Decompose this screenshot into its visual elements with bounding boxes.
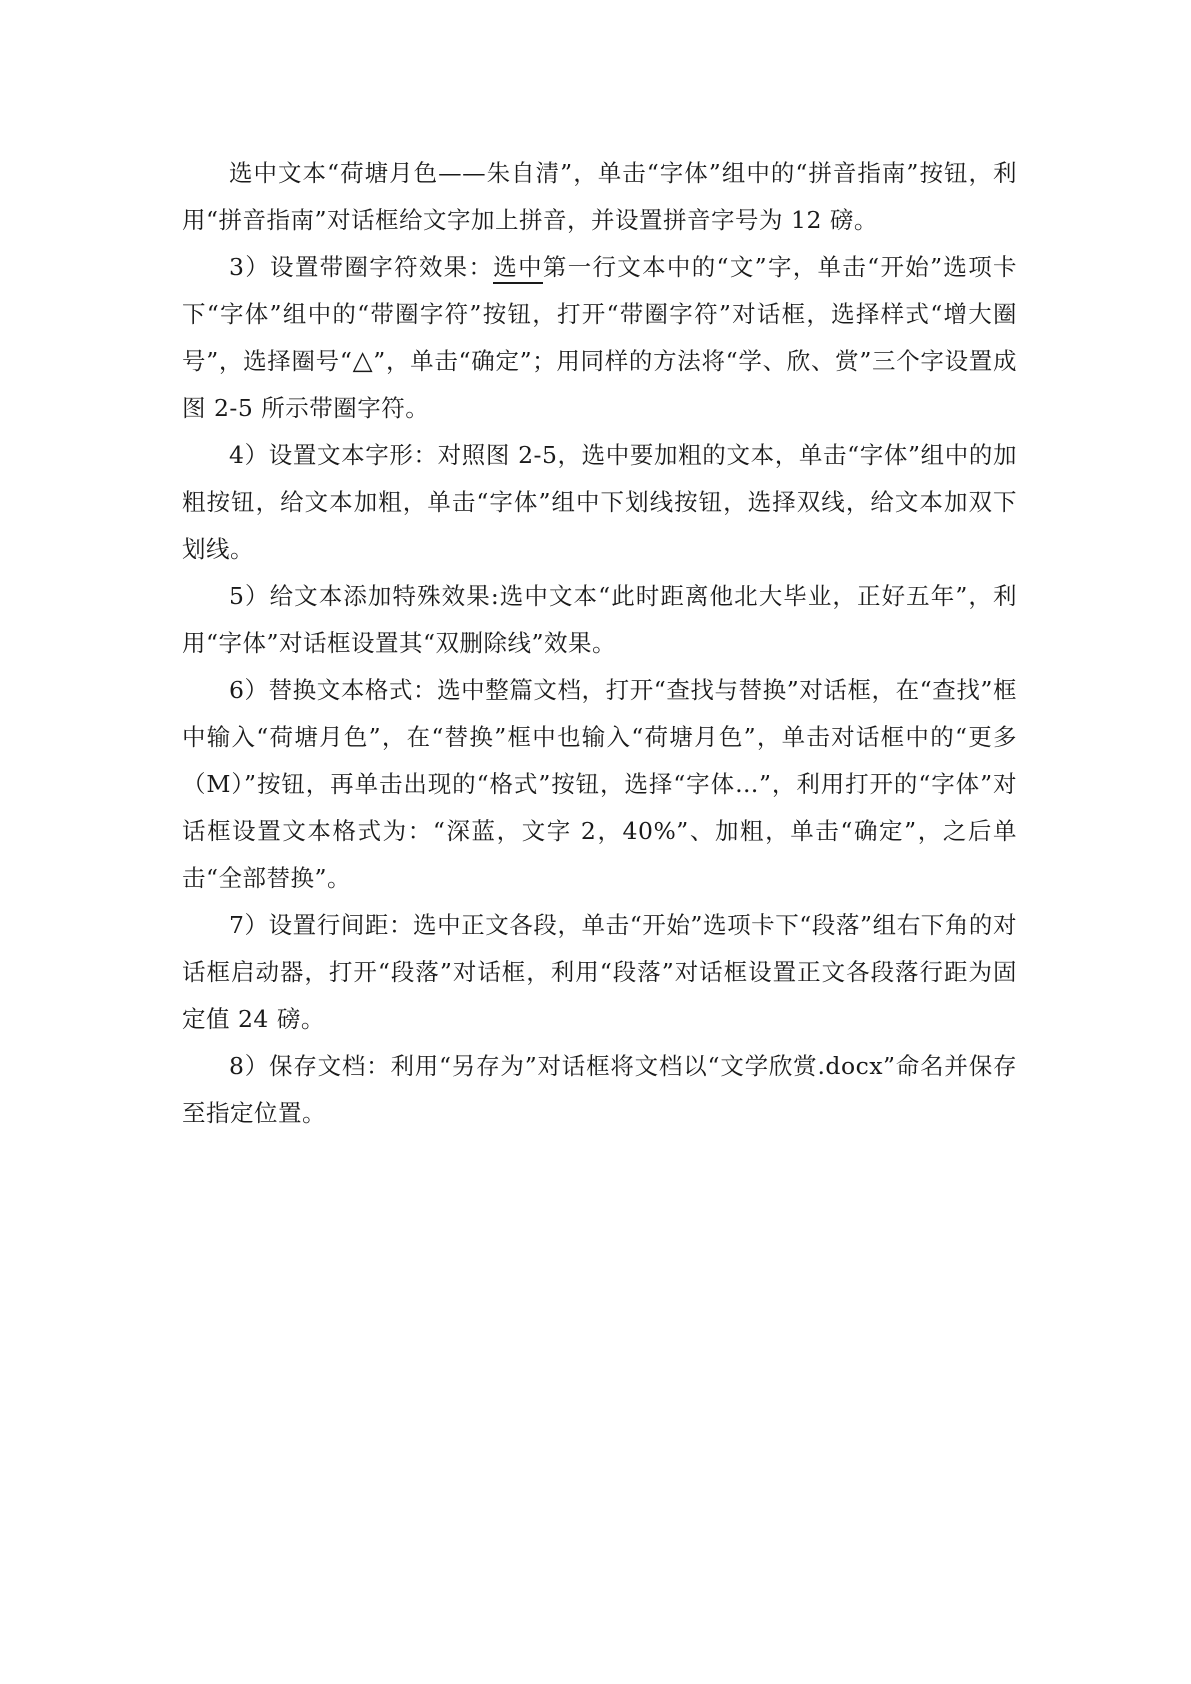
paragraph-step-4: 4）设置文本字形：对照图 2-5，选中要加粗的文本，单击“字体”组中的加粗按钮，给文本加粗，单击“字体”组中下划线按钮，选择双线，给文本加双下划线。 bbox=[182, 441, 1017, 563]
paragraph-pinyin: 选中文本“荷塘月色——朱自清”，单击“字体”组中的“拼音指南”按钮，利用“拼音指南”对话框给文字加上拼音，并设置拼音字号为 12 磅。 bbox=[182, 159, 1017, 234]
step-3-tail: ”，单击“确定”；用同样的方法将“学、欣、赏”三个字设置成图 2-5 所示带圈字符。 bbox=[182, 347, 1018, 422]
underlined-text: 选中 bbox=[493, 253, 543, 284]
paragraph-step-6: 6）替换文本格式：选中整篇文档，打开“查找与替换”对话框，在“查找”框中输入“荷塘月色”，在“替换”框中也输入“荷塘月色”，单击对话框中的“更多（M）”按钮，再单击出现的“格式”按钮，选择“字体…”，利用打开的“字体”对话框设置文本格式为：“深蓝，文字 2，40%”、加粗，单击“确定”，之后单击“全部替换”。 bbox=[182, 676, 1017, 892]
paragraph-step-5: 5）给文本添加特殊效果:选中文本“此时距离他北大毕业，正好五年”，利用“字体”对话框设置其“双删除线”效果。 bbox=[182, 582, 1017, 657]
paragraph-step-8: 8）保存文档：利用“另存为”对话框将文档以“文学欣赏.docx”命名并保存至指定位置。 bbox=[182, 1052, 1017, 1127]
document-body bbox=[182, 150, 1017, 1137]
step-3-body: 第一行文本中的“文”字，单击“开始”选项卡下“字体”组中的“带圈字符”按钮，打开“带圈字符”对话框，选择样式“增大圈号”，选择圈号“ bbox=[182, 253, 1017, 375]
step-3-prefix: 3）设置带圈字符效果： bbox=[229, 253, 494, 281]
paragraph-step-7: 7）设置行间距：选中正文各段，单击“开始”选项卡下“段落”组右下角的对话框启动器，打开“段落”对话框，利用“段落”对话框设置正文各段落行距为固定值 24 磅。 bbox=[182, 911, 1017, 1033]
paragraph-step-3 bbox=[182, 244, 1017, 432]
triangle-icon: △ bbox=[352, 346, 374, 376]
